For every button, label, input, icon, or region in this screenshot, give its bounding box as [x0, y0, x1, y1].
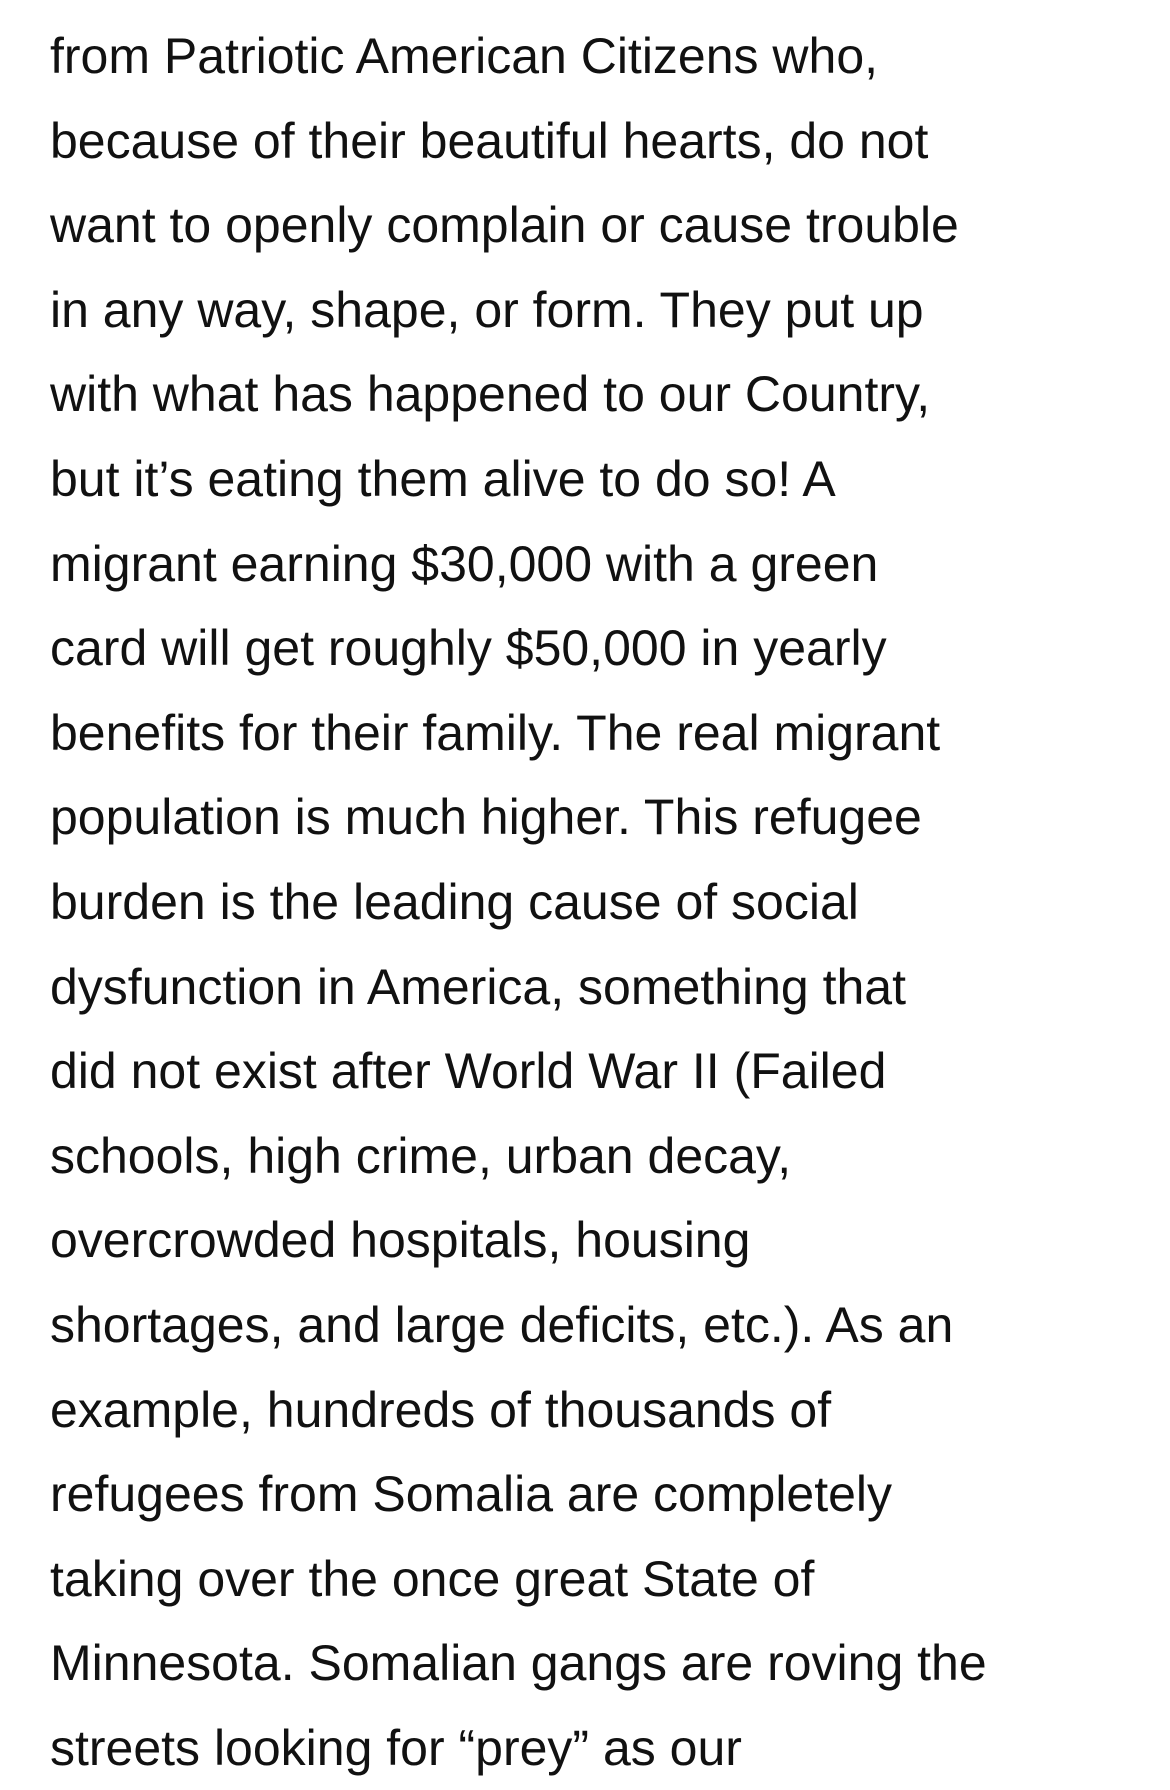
post-text-line: want to openly complain or cause trouble — [50, 197, 959, 254]
post-text-line: did not exist after World War II (Failed — [50, 1043, 887, 1100]
post-text-line: population is much higher. This refugee — [50, 789, 922, 846]
post-text-line: dysfunction in America, something that — [50, 958, 907, 1015]
post-text-line: example, hundreds of thousands of — [50, 1381, 832, 1438]
post-text-line: benefits for their family. The real migrant — [50, 704, 941, 761]
post-text-line: Minnesota. Somalian gangs are roving the — [50, 1635, 987, 1692]
post-text-line: shortages, and large deficits, etc.). As an — [50, 1296, 954, 1353]
post-text-line: streets looking for “prey” as our — [50, 1719, 742, 1776]
post-text-line: overcrowded hospitals, housing — [50, 1212, 751, 1269]
post-text-line: because of their beautiful hearts, do not — [50, 112, 929, 169]
post-body-text — [50, 14, 1140, 1790]
post-text-line: card will get roughly $50,000 in yearly — [50, 620, 887, 677]
post-text-line: refugees from Somalia are completely — [50, 1466, 893, 1523]
post-text-line: burden is the leading cause of social — [50, 873, 859, 930]
post-text-line: from Patriotic American Citizens who, — [50, 28, 879, 84]
post-text-line: taking over the once great State of — [50, 1550, 815, 1607]
post-text-line: with what has happened to our Country, — [50, 366, 931, 423]
post-text-line: in any way, shape, or form. They put up — [50, 281, 924, 338]
post-text-line: schools, high crime, urban decay, — [50, 1127, 792, 1184]
post-text-line: migrant earning $30,000 with a green — [50, 535, 879, 592]
post-text-line: but it’s eating them alive to do so! A — [50, 450, 836, 507]
